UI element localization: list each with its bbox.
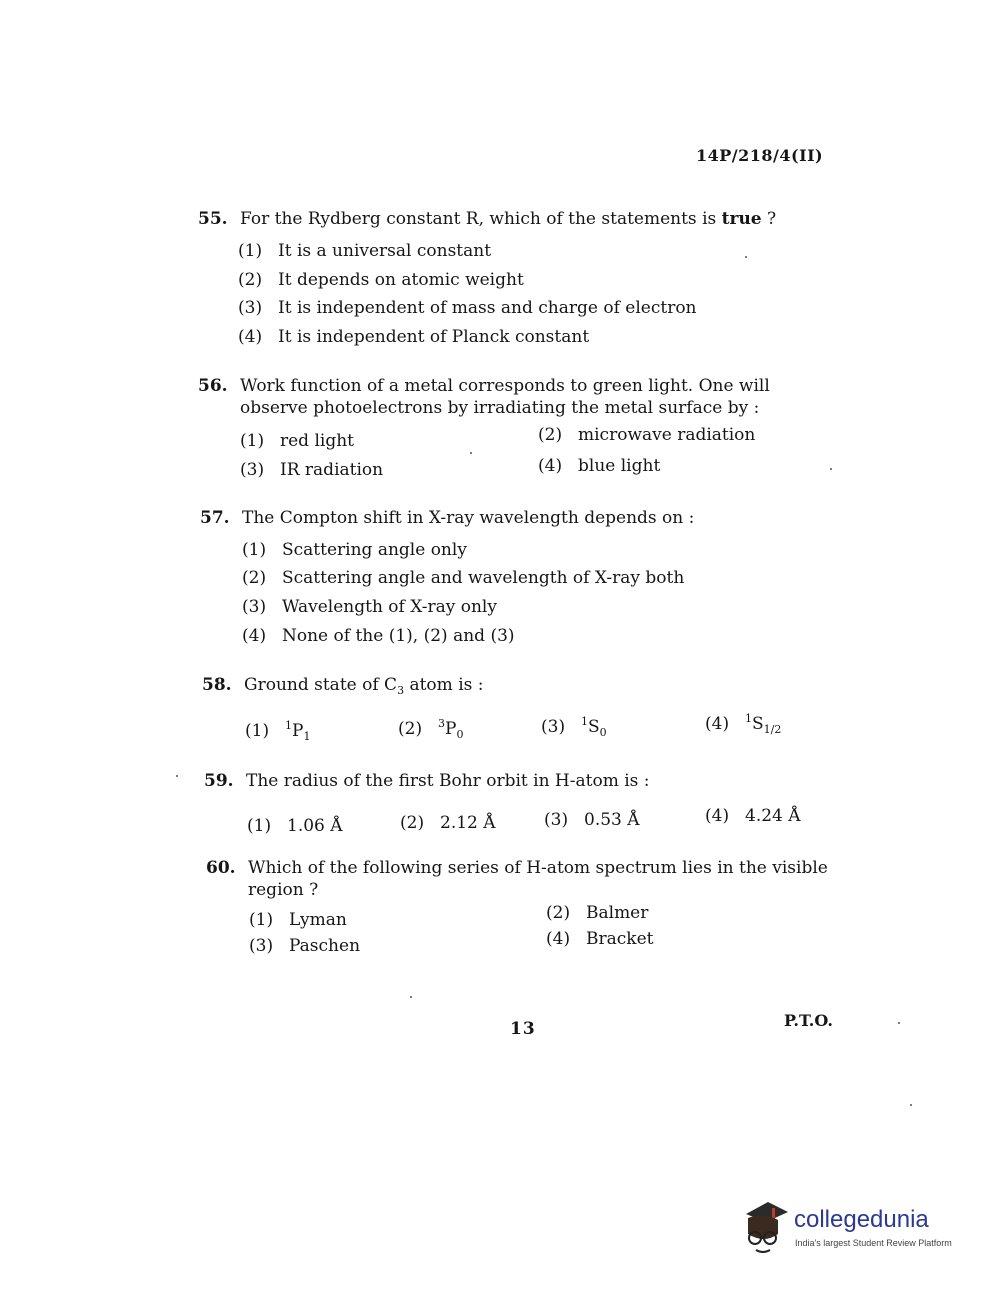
scan-speck	[830, 468, 832, 470]
scan-speck	[910, 1104, 912, 1106]
scan-speck	[410, 996, 412, 998]
question-56	[198, 375, 838, 425]
option: (3) Wavelength of X-ray only	[242, 597, 497, 617]
option: (3) It is independent of mass and charge of electron	[238, 298, 697, 318]
option: (4) None of the (1), (2) and (3)	[242, 626, 515, 646]
question-text: Which of the following series of H-atom spectrum lies in the visible region ?	[248, 858, 828, 900]
question-58	[202, 674, 822, 700]
question-number: 56.	[198, 376, 228, 396]
question-text: Ground state of $C_3$ atom is :	[244, 675, 484, 697]
scan-speck	[176, 775, 178, 777]
option: (2) 2.12 Å	[400, 813, 496, 833]
question-text: The radius of the first Bohr orbit in H-atom is :	[246, 771, 650, 791]
scan-speck	[745, 256, 747, 258]
question-60	[206, 857, 846, 907]
question-number: 57.	[200, 508, 230, 528]
question-text: Work function of a metal corresponds to green light. One will observe photoelectrons by irradiating the metal surface by :	[240, 376, 770, 418]
option: (2) Balmer	[546, 903, 649, 923]
scan-speck	[470, 452, 472, 454]
paper-code: 14P/218/4(II)	[696, 146, 824, 165]
option: (3) IR radiation	[240, 460, 384, 480]
question-number: 58.	[202, 675, 232, 695]
option: (3) 0.53 Å	[544, 810, 640, 830]
option: (4) $^1S_{1/2}$	[705, 712, 782, 736]
logo-tagline: India's largest Student Review Platform	[795, 1238, 952, 1248]
question-text: For the Rydberg constant R, which of the statements is true ?	[240, 209, 777, 229]
question-59	[204, 770, 824, 796]
question-number: 55.	[198, 209, 228, 229]
option: (4) It is independent of Planck constant	[238, 327, 590, 347]
option: (2) Scattering angle and wavelength of X-ray both	[242, 568, 685, 588]
question-text: The Compton shift in X-ray wavelength depends on :	[242, 508, 695, 528]
option: (1) red light	[240, 431, 355, 451]
option: (3) $^1S_0$	[541, 715, 607, 739]
option: (3) Paschen	[249, 936, 361, 956]
option: (1) $^1P_1$	[245, 719, 311, 743]
option: (1) Scattering angle only	[242, 540, 467, 560]
pto-label: P.T.O.	[784, 1011, 833, 1030]
option: (2) microwave radiation	[538, 425, 756, 445]
option: (1) Lyman	[249, 910, 347, 930]
collegedunia-logo	[738, 1200, 968, 1260]
option: (2) It depends on atomic weight	[238, 270, 524, 290]
option: (4) blue light	[538, 456, 661, 476]
option: (1) It is a universal constant	[238, 241, 492, 261]
page-number: 13	[510, 1019, 536, 1039]
scan-speck	[898, 1022, 900, 1024]
question-number: 59.	[204, 771, 234, 791]
option: (2) $^3P_0$	[398, 717, 464, 741]
question-number: 60.	[206, 858, 236, 878]
option: (4) Bracket	[546, 929, 654, 949]
mascot-icon	[738, 1200, 790, 1256]
question-57	[200, 507, 820, 533]
option: (1) 1.06 Å	[247, 816, 343, 836]
logo-wordmark: collegedunia	[794, 1206, 929, 1233]
option: (4) 4.24 Å	[705, 806, 801, 826]
